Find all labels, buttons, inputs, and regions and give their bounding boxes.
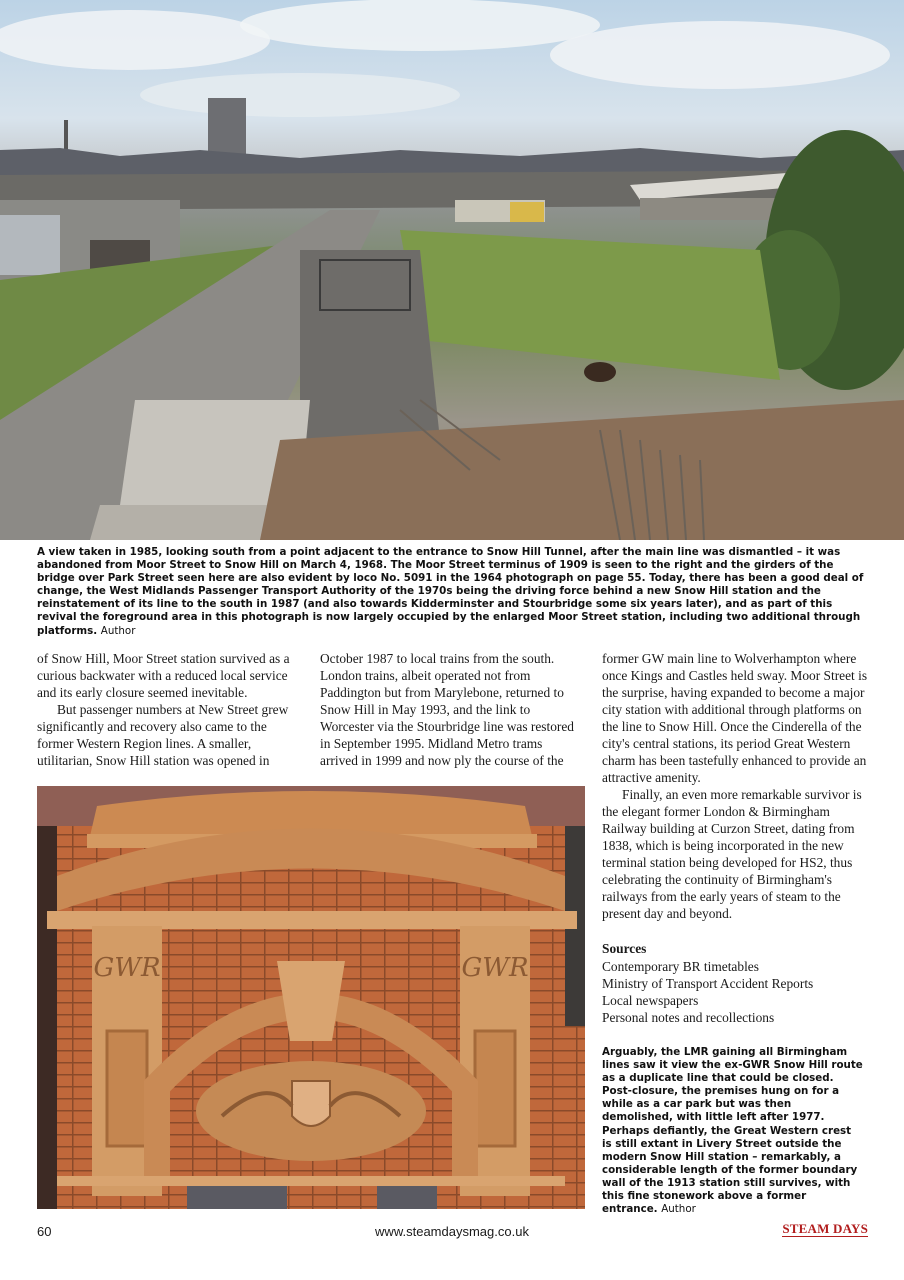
sources-heading: Sources	[602, 941, 647, 956]
sources-section	[602, 940, 868, 1026]
crest-photograph	[37, 786, 585, 1209]
paragraph: Finally, an even more remarkable survivor is the elegant former London & Birmingham Railway building at Curzon Street, dating from 1838, which is being incorporated in the new terminal station being developed for HS2, thus celebrating the continuity of Birmingham's railways from the early years of steam to the present day and beyond.	[602, 787, 862, 921]
list-item: Contemporary BR timetables	[602, 959, 759, 974]
article-column-3	[602, 650, 868, 922]
article-column-2	[320, 650, 582, 769]
page-number: 60	[37, 1224, 52, 1239]
paragraph: of Snow Hill, Moor Street station survived as a curious backwater with a reduced local service and its early closure seemed inevitable.	[37, 651, 290, 700]
list-item: Ministry of Transport Accident Reports	[602, 976, 814, 991]
paragraph: October 1987 to local trains from the south. London trains, albeit operated not from Paddington but from Marylebone, returned to Snow Hill in May 1993, and the link to Worcester via the Stourbridge line was restored in September 1995. Midland Metro trams arrived in 1999 and now ply the course of the	[320, 651, 575, 768]
article-column-1	[37, 650, 299, 769]
side-caption-credit: Author	[661, 1203, 696, 1216]
list-item: Personal notes and recollections	[602, 1010, 775, 1025]
stonework-crest-illustration	[37, 786, 585, 1209]
paragraph: But passenger numbers at New Street grew significantly and recovery also came to the former Western Region lines. A smaller, utilitarian, Snow Hill station was opened in	[37, 702, 289, 768]
crest-photo-caption	[602, 1046, 864, 1216]
website-url: www.steamdaysmag.co.uk	[375, 1224, 529, 1239]
magazine-logo: STEAM DAYS	[782, 1221, 868, 1236]
list-item: Local newspapers	[602, 993, 699, 1008]
side-caption-text: Arguably, the LMR gaining all Birmingham lines saw it view the ex-GWR Snow Hill route as a duplicate line that could be closed. Post-closure, the premises hung on for a while as a car park but was then demolished, with little left after 1977. Perhaps defiantly, the Great Western crest is still extant in Livery Street outside the modern Snow Hill station – remarkably, a considerable length of the former boundary wall of the 1913 station still survives, with this fine stonework above a former entrance.	[602, 1046, 863, 1216]
paragraph: former GW main line to Wolverhampton where once Kings and Castles held sway. Moor Street is the surprise, having expanded to become a major city station with additional through platforms on the line to Snow Hill. Once the Cinderella of the city's central stations, its period Great Western charm has been tastefully enhanced to provide an attractive amenity.	[602, 651, 868, 785]
railway-scene-illustration	[0, 0, 904, 540]
left-monogram: GWR	[93, 953, 161, 983]
top-photograph	[0, 0, 904, 540]
right-monogram: GWR	[461, 953, 529, 983]
top-caption-credit: Author	[100, 624, 136, 637]
top-caption-text: A view taken in 1985, looking south from a point adjacent to the entrance to Snow Hill Tunnel, after the main line was dismantled – it was abandoned from Moor Street to Snow Hill on March 4, 1968. The Moor Street terminus of 1909 is seen to the right and the girders of the bridge over Park Street seen here are also evident by loco No. 5091 in the 1964 photograph on page 55. Today, there has been a good deal of change, the West Midlands Passenger Transport Authority of the 1970s being the driving force behind a new Snow Hill station and the reinstatement of its line to the south in 1987 (and also towards Kidderminster and Stourbridge some six years later), and as part of this revival the foreground area in this photograph is now largely occupied by the enlarged Moor Street station, including two additional through platforms.	[37, 546, 864, 637]
top-photo-caption	[37, 546, 869, 638]
sources-list	[602, 958, 868, 1026]
